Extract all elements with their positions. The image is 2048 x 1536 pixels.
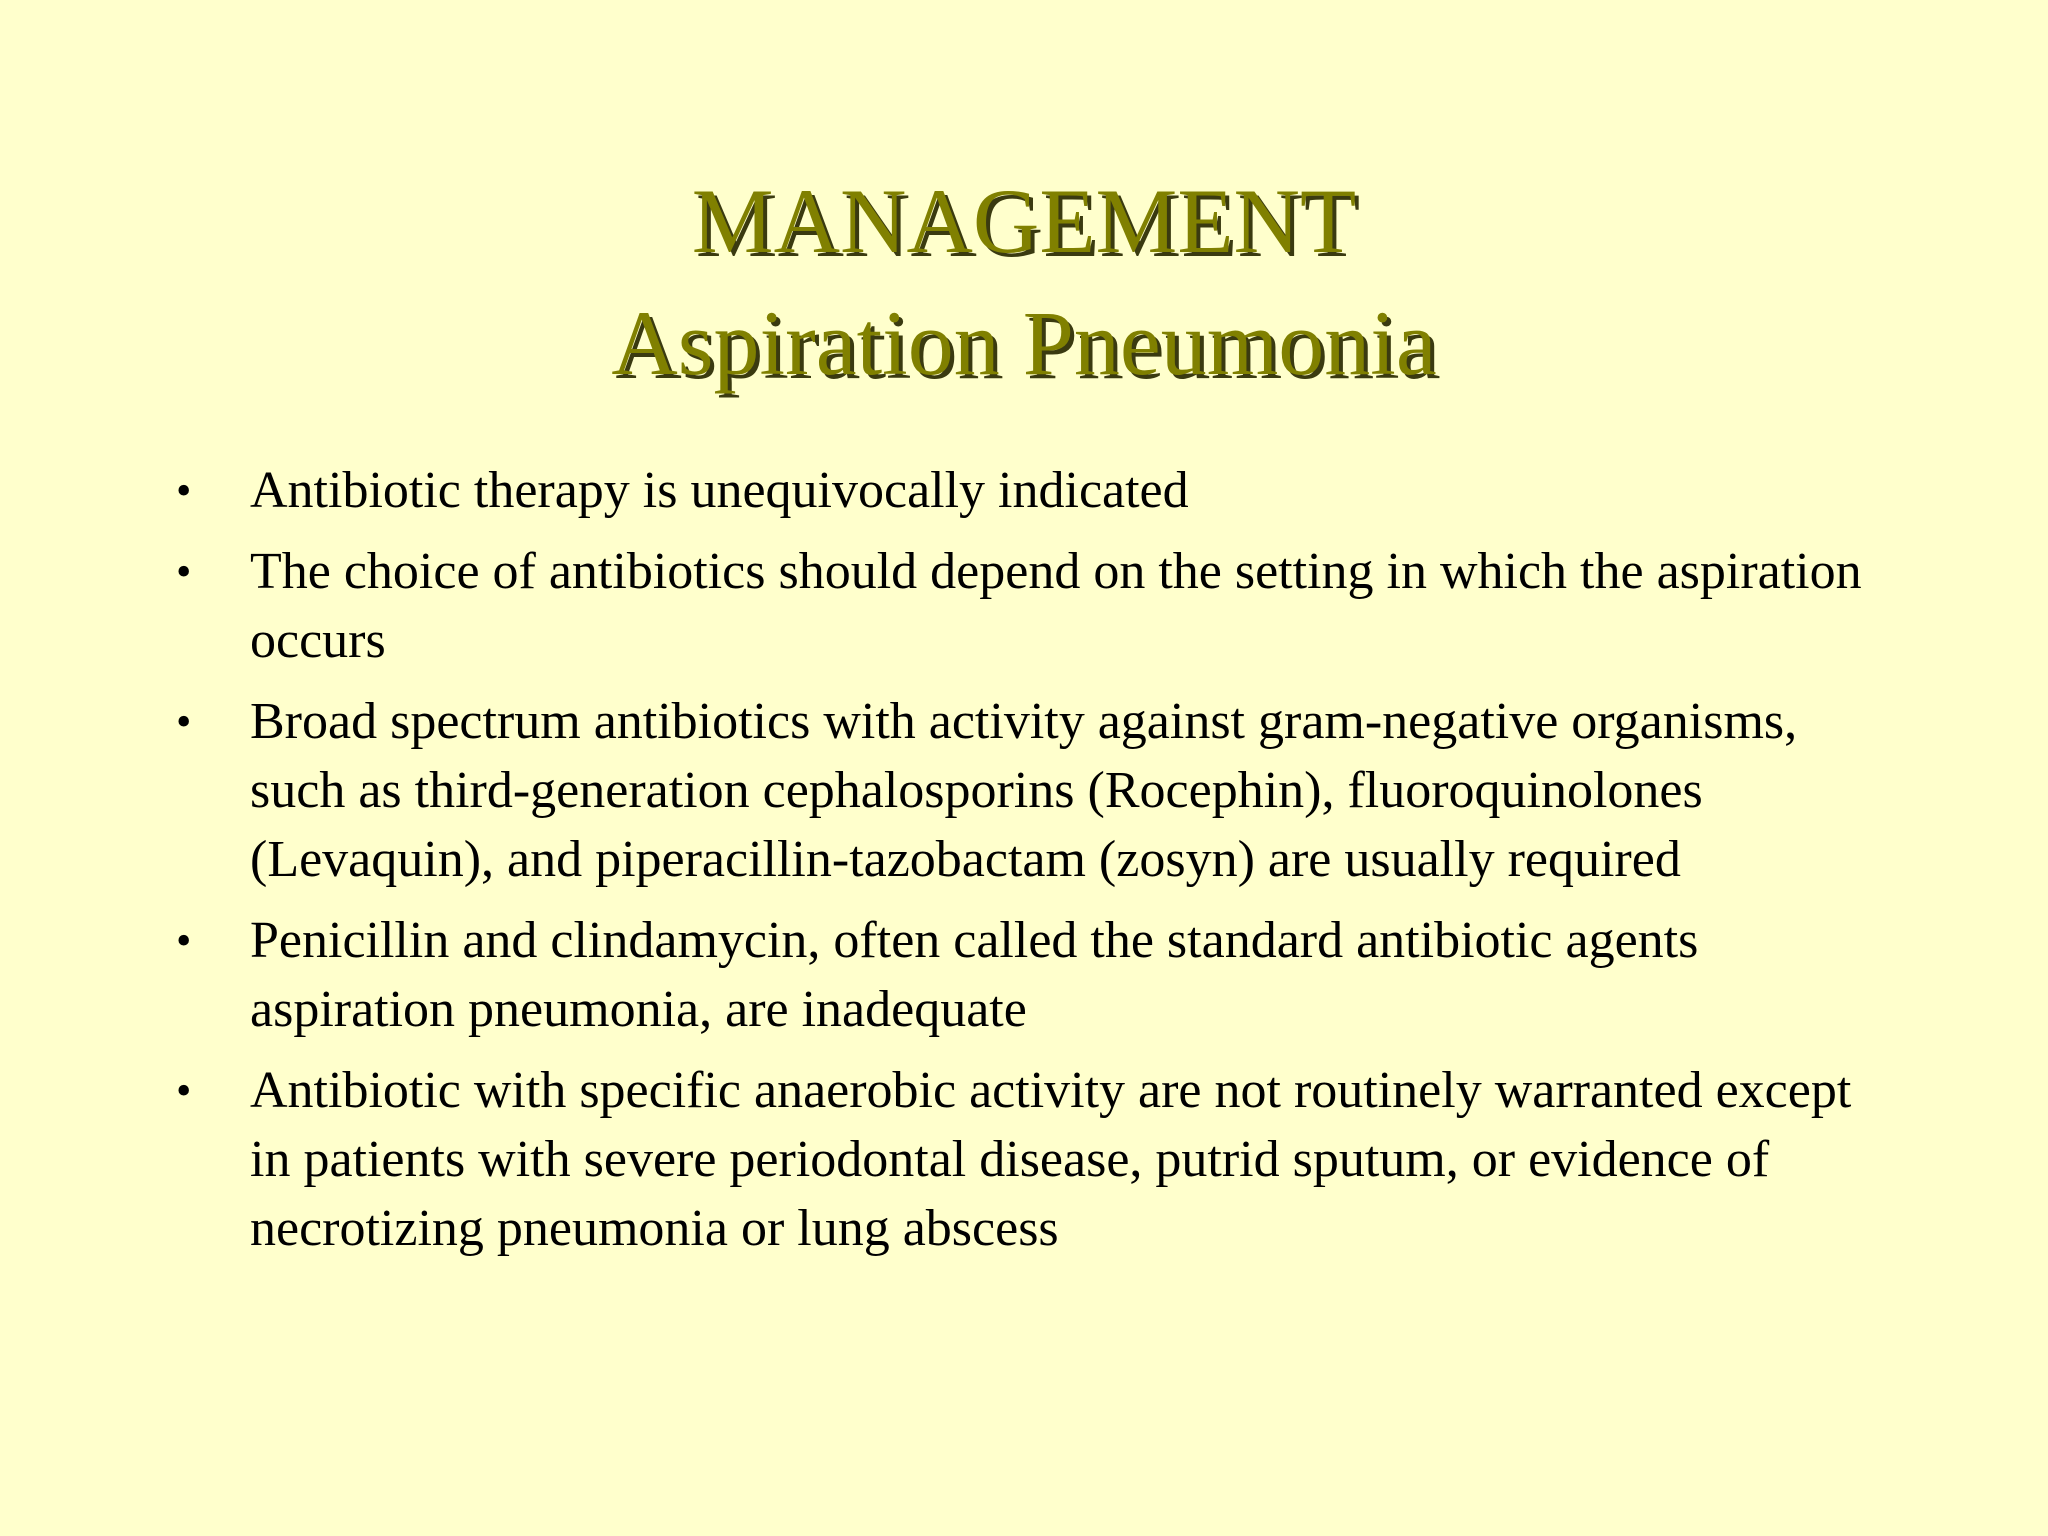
bullet-text: The choice of antibiotics should depend on the setting in which the aspiration occurs: [250, 543, 1862, 669]
bullet-item: [0, 906, 2048, 1044]
title-line-management: MANAGEMENT: [691, 170, 1357, 272]
bullet-text: Antibiotic therapy is unequivocally indicated: [250, 462, 1189, 519]
bullet-list: [0, 456, 2048, 1275]
bullet-item: [0, 456, 2048, 525]
bullet-text: Broad spectrum antibiotics with activity against gram-negative organisms, such as third-generation cephalosporins (Rocephin), fluoroquinolones (Levaquin), and piperacillin-tazobactam (zosyn) are usually required: [250, 693, 1798, 888]
bullet-dot-icon: •: [176, 547, 192, 596]
bullet-dot-icon: •: [176, 916, 192, 965]
bullet-item: [0, 1056, 2048, 1263]
slide-title: [0, 160, 2048, 404]
bullet-text: Antibiotic with specific anaerobic activity are not routinely warranted except in patients with severe periodontal disease, putrid sputum, or evidence of necrotizing pneumonia or lung abscess: [250, 1062, 1852, 1257]
bullet-item: [0, 687, 2048, 894]
bullet-text: Penicillin and clindamycin, often called the standard antibiotic agents aspiration pneumonia, are inadequate: [250, 912, 1699, 1038]
title-line-aspiration-pneumonia: Aspiration Pneumonia: [611, 292, 1437, 394]
bullet-dot-icon: •: [176, 1066, 192, 1115]
bullet-item: [0, 537, 2048, 675]
bullet-dot-icon: •: [176, 466, 192, 515]
bullet-dot-icon: •: [176, 697, 192, 746]
